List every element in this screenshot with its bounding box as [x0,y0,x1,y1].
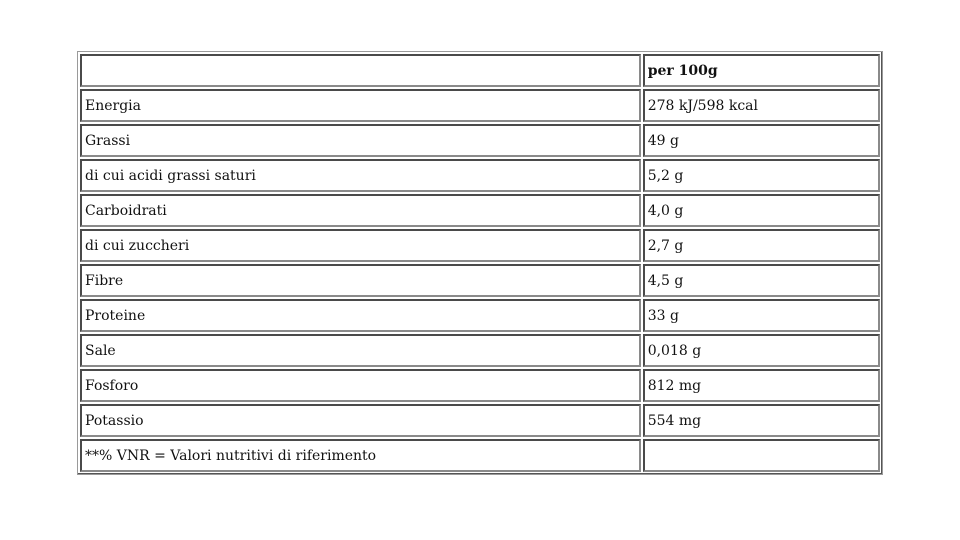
nutrient-value: 0,018 g [643,334,880,367]
nutrient-label: Fosforo [80,369,641,402]
table-row [80,334,880,367]
nutrient-label: Fibre [80,264,641,297]
nutrient-label: Energia [80,89,641,122]
table-header-row [80,54,880,87]
header-label-cell [80,54,641,87]
table-row [80,229,880,262]
table-row [80,194,880,227]
nutrient-value: 33 g [643,299,880,332]
nutrient-value: 2,7 g [643,229,880,262]
nutrient-label: Sale [80,334,641,367]
nutrient-value: 278 kJ/598 kcal [643,89,880,122]
footnote-label: **% VNR = Valori nutritivi di riferimento [80,439,641,472]
table-row [80,159,880,192]
nutrient-value: 5,2 g [643,159,880,192]
nutrition-table [77,51,883,475]
table-row [80,124,880,157]
header-value-cell: per 100g [643,54,880,87]
table-row [80,89,880,122]
nutrient-value: 554 mg [643,404,880,437]
nutrient-label: Potassio [80,404,641,437]
nutrient-label: Carboidrati [80,194,641,227]
nutrient-label: Proteine [80,299,641,332]
nutrient-label: Grassi [80,124,641,157]
table-footer-row [80,439,880,472]
nutrient-value: 812 mg [643,369,880,402]
table-row [80,404,880,437]
nutrient-label: di cui zuccheri [80,229,641,262]
footnote-value [643,439,880,472]
table-row [80,299,880,332]
nutrient-value: 49 g [643,124,880,157]
table-row [80,369,880,402]
nutrient-value: 4,0 g [643,194,880,227]
nutrient-value: 4,5 g [643,264,880,297]
nutrient-label: di cui acidi grassi saturi [80,159,641,192]
table-row [80,264,880,297]
